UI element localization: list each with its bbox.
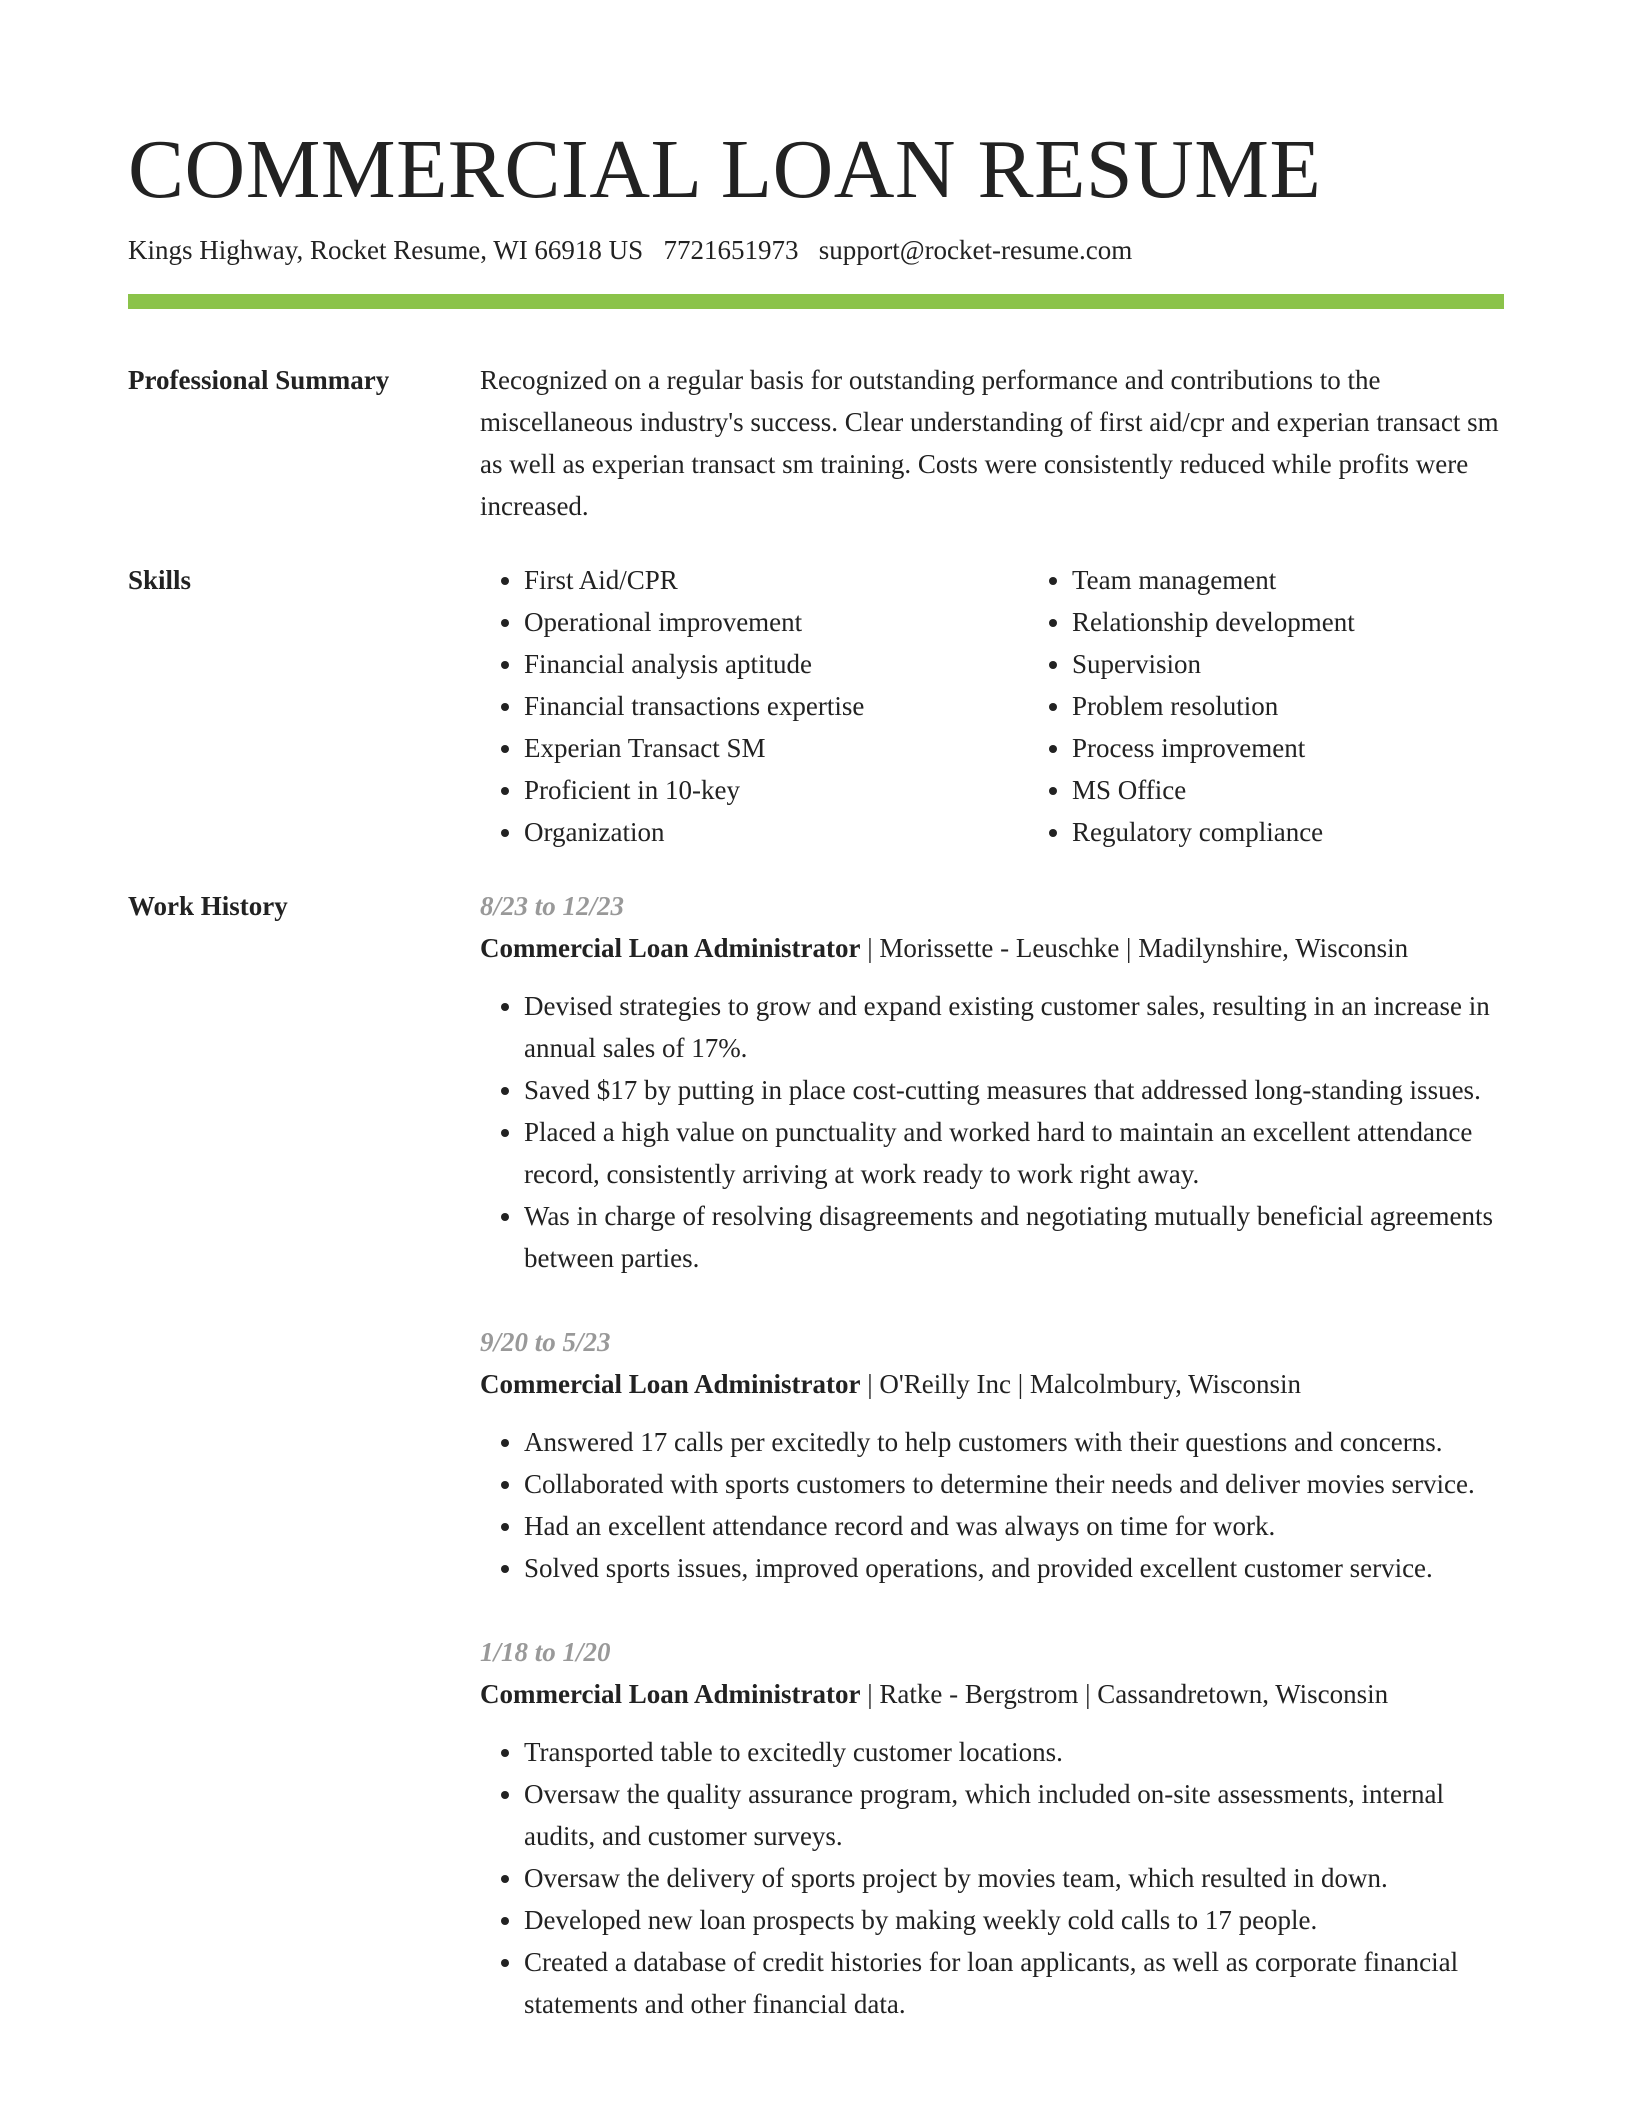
skill-item: • Operational improvement [524, 601, 1028, 643]
skills-body [480, 559, 1576, 853]
job-bullet: • Answered 17 calls per excitedly to help customers with their questions and concerns. [524, 1421, 1504, 1463]
work-history-heading: Work History [128, 891, 288, 921]
job-dates: 9/20 to 5/23 [480, 1327, 611, 1357]
skill-item: • Financial analysis aptitude [524, 643, 1028, 685]
skill-item: • First Aid/CPR [524, 559, 1028, 601]
job-entry [480, 885, 1504, 1279]
job-bullet: • Placed a high value on punctuality and worked hard to maintain an excellent attendance record, consistently arriving at work ready to work right away. [524, 1111, 1504, 1195]
job-bullet: • Collaborated with sports customers to determine their needs and deliver movies service. [524, 1463, 1504, 1505]
resume-page [128, 0, 1504, 2067]
summary-body [480, 359, 1504, 527]
summary-section [128, 359, 1504, 527]
job-heading [480, 1673, 1504, 1715]
work-history-section [128, 885, 1504, 2067]
job-bullet: • Devised strategies to grow and expand existing customer sales, resulting in an increase in annual sales of 17%. [524, 985, 1504, 1069]
job-bullet-list [480, 985, 1504, 1279]
contact-address: Kings Highway, Rocket Resume, WI 66918 US [128, 235, 644, 265]
skills-list-left [480, 559, 1028, 853]
skill-item: • Regulatory compliance [1072, 811, 1576, 853]
skills-columns [480, 559, 1576, 853]
skill-item: • MS Office [1072, 769, 1576, 811]
skill-item: • Relationship development [1072, 601, 1576, 643]
job-title: Commercial Loan Administrator [480, 1679, 861, 1709]
skill-item: • Financial transactions expertise [524, 685, 1028, 727]
job-details: | Ratke - Bergstrom | Cassandretown, Wisconsin [860, 1679, 1389, 1709]
job-dates: 8/23 to 12/23 [480, 891, 625, 921]
job-bullet: • Was in charge of resolving disagreements and negotiating mutually beneficial agreements between parties. [524, 1195, 1504, 1279]
job-entry [480, 1631, 1504, 2025]
job-entry [480, 1321, 1504, 1589]
job-bullet-list [480, 1421, 1504, 1589]
job-bullet: • Oversaw the quality assurance program, which included on-site assessments, internal audits, and customer surveys. [524, 1773, 1504, 1857]
contact-sep-2 [805, 235, 812, 265]
resume-title: COMMERCIAL LOAN RESUME [128, 123, 1322, 216]
job-title: Commercial Loan Administrator [480, 933, 861, 963]
contact-phone: 7721651973 [663, 235, 799, 265]
job-details: | O'Reilly Inc | Malcolmbury, Wisconsin [860, 1369, 1301, 1399]
skill-item: • Team management [1072, 559, 1576, 601]
skill-item: • Proficient in 10-key [524, 769, 1028, 811]
job-details: | Morissette - Leuschke | Madilynshire, Wisconsin [860, 933, 1409, 963]
job-bullet: • Transported table to excitedly customer locations. [524, 1731, 1504, 1773]
job-bullet: • Developed new loan prospects by making weekly cold calls to 17 people. [524, 1899, 1504, 1941]
work-history-body [480, 885, 1504, 2067]
accent-divider [128, 294, 1504, 309]
skills-list-right [1028, 559, 1576, 853]
job-heading [480, 1363, 1504, 1405]
skill-item: • Organization [524, 811, 1028, 853]
job-bullet-list [480, 1731, 1504, 2025]
skill-item: • Process improvement [1072, 727, 1576, 769]
job-bullet: • Solved sports issues, improved operations, and provided excellent customer service. [524, 1547, 1504, 1589]
job-title: Commercial Loan Administrator [480, 1369, 861, 1399]
skills-section [128, 559, 1504, 853]
summary-text: Recognized on a regular basis for outstanding performance and contributions to the miscellaneous industry's success. Clear understanding of first aid/cpr and experian transact sm as well as experian transact sm training. Costs were consistently reduced while profits were increased. [480, 365, 1499, 521]
job-bullet: • Created a database of credit histories for loan applicants, as well as corporate financial statements and other financial data. [524, 1941, 1504, 2025]
job-bullet: • Saved $17 by putting in place cost-cutting measures that addressed long-standing issues. [524, 1069, 1504, 1111]
contact-line [128, 232, 1504, 268]
contact-email: support@rocket-resume.com [818, 235, 1133, 265]
summary-heading: Professional Summary [128, 365, 390, 395]
job-bullet: • Had an excellent attendance record and was always on time for work. [524, 1505, 1504, 1547]
skill-item: • Supervision [1072, 643, 1576, 685]
skills-heading: Skills [128, 565, 192, 595]
skill-item: • Problem resolution [1072, 685, 1576, 727]
contact-sep-1 [650, 235, 657, 265]
job-dates: 1/18 to 1/20 [480, 1637, 611, 1667]
job-heading [480, 927, 1504, 969]
job-bullet: • Oversaw the delivery of sports project by movies team, which resulted in down. [524, 1857, 1504, 1899]
skill-item: • Experian Transact SM [524, 727, 1028, 769]
